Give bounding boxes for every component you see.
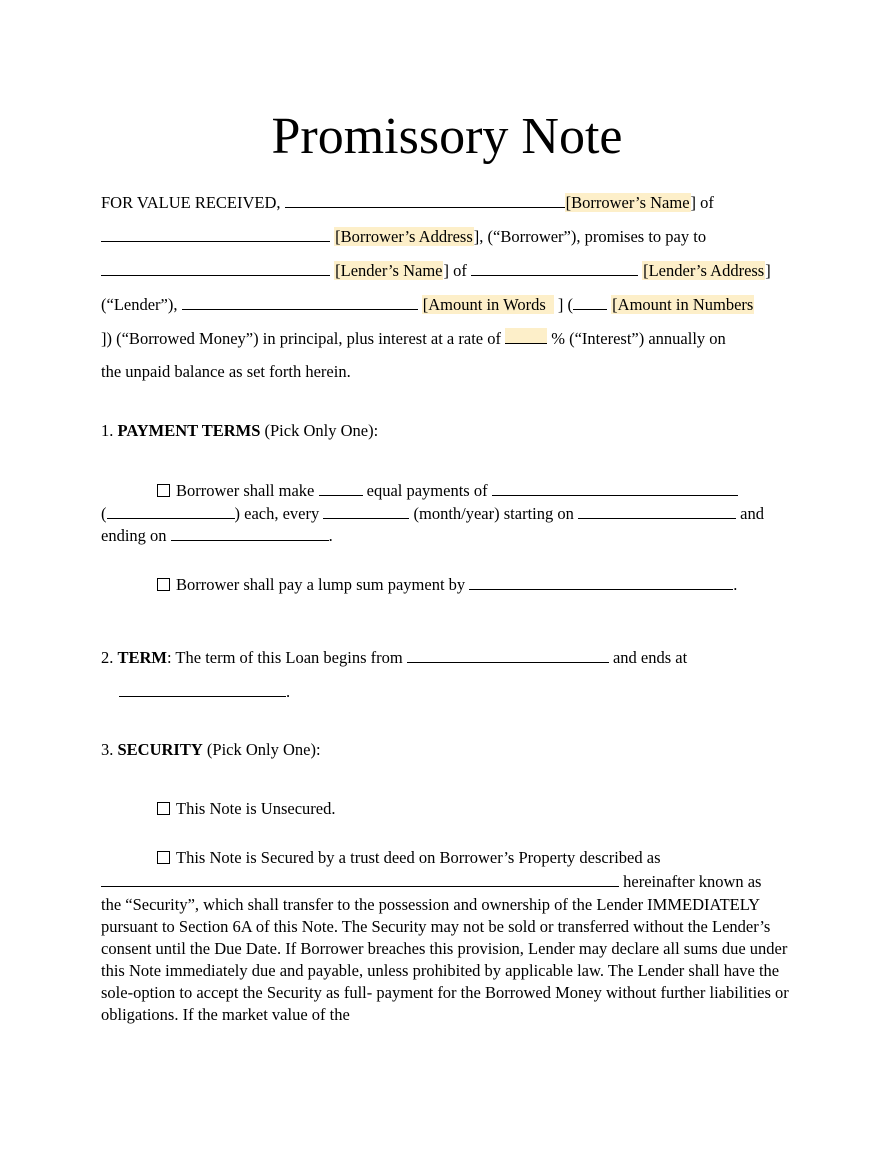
security-option-1	[157, 799, 335, 819]
payment-count-blank[interactable]	[319, 480, 363, 496]
section-1-heading	[101, 421, 378, 441]
lender-address-field[interactable]: [Lender’s Address	[643, 261, 765, 280]
amount-numbers-field[interactable]: [Amount in Numbers	[612, 295, 754, 314]
option-text: Borrower shall pay a lump sum payment by	[176, 575, 466, 594]
payment-option-2	[157, 574, 737, 595]
intro-line-3	[101, 260, 771, 281]
bracket-text: ] (	[557, 295, 574, 314]
intro-line-4	[101, 294, 754, 315]
payment-option-1-line-1	[157, 480, 738, 501]
interest-text: % (“Interest”) annually on	[551, 329, 726, 348]
for-value-received-text: FOR VALUE RECEIVED,	[101, 193, 281, 212]
amount-words-field[interactable]: [Amount in Words	[422, 295, 554, 314]
section-title: TERM	[117, 648, 167, 667]
section-2-line-2	[119, 681, 290, 702]
section-title: PAYMENT TERMS	[117, 421, 261, 440]
option-text: ending on	[101, 526, 167, 545]
borrowed-money-text: ]) (“Borrowed Money”) in principal, plus interest at a rate of	[101, 329, 501, 348]
payment-equal-checkbox[interactable]	[157, 484, 170, 497]
option-text: (month/year) starting on	[413, 504, 574, 523]
payment-amount-blank[interactable]	[492, 480, 738, 496]
intro-line-5	[101, 328, 726, 349]
borrower-address-blank[interactable]	[101, 226, 330, 242]
borrower-role-text: ], (“Borrower”), promises to pay to	[473, 227, 707, 246]
amount-blank[interactable]	[182, 294, 418, 310]
borrower-address-field[interactable]: [Borrower’s Address	[335, 227, 473, 246]
section-title: SECURITY	[117, 740, 203, 759]
payment-lump-sum-checkbox[interactable]	[157, 578, 170, 591]
option-text: equal payments of	[366, 481, 488, 500]
end-date-blank[interactable]	[171, 525, 329, 541]
payment-option-1-line-2	[101, 503, 764, 524]
bracket-text: ]	[765, 261, 771, 280]
section-3-heading	[101, 740, 321, 760]
lender-name-field[interactable]: [Lender’s Name	[335, 261, 443, 280]
start-date-blank[interactable]	[578, 503, 736, 519]
section-note: (Pick Only One):	[264, 421, 379, 440]
term-start-blank[interactable]	[407, 647, 609, 663]
option-text: ) each, every	[234, 504, 320, 523]
borrower-name-blank[interactable]	[285, 192, 565, 208]
period-text: .	[286, 682, 291, 701]
period-text: .	[733, 575, 738, 594]
section-2-line-1	[101, 647, 687, 668]
lender-role-text: (“Lender”),	[101, 295, 178, 314]
option-text: and	[740, 504, 764, 523]
term-text: and ends at	[612, 648, 688, 667]
security-description-line	[101, 871, 761, 892]
section-number: 3.	[101, 740, 114, 759]
paren-text: (	[101, 504, 107, 523]
period-text: .	[328, 526, 333, 545]
section-number: 1.	[101, 421, 114, 440]
intro-line-1	[101, 192, 714, 213]
lump-sum-date-blank[interactable]	[469, 574, 733, 590]
intro-line-6: the unpaid balance as set forth herein.	[101, 362, 351, 381]
of-text: ] of	[690, 193, 714, 212]
interest-rate-blank[interactable]	[505, 328, 547, 344]
section-note: (Pick Only One):	[206, 740, 321, 759]
borrower-name-field[interactable]: [Borrower’s Name	[565, 193, 690, 212]
security-body-paragraph: the “Security”, which shall transfer to the possession and ownership of the Lender IMMEDIATELY pursuant to Section 6A of this Note. The Security may not be sold or transferred without the Lender’s consent until the Due Date. If Borrower breaches this provision, Lender may declare all sums due under this Note immediately due and payable, unless prohibited by applicable law. The Lender shall have the sole-option to accept the Security as full- payment for the Borrowed Money without further liabilities or obligations. If the market value of the	[101, 895, 789, 1024]
option-text: Borrower shall make	[176, 481, 315, 500]
security-option-2	[157, 848, 661, 868]
document-title: Promissory Note	[271, 108, 623, 165]
option-text: hereinafter known as	[623, 872, 762, 891]
section-number: 2.	[101, 648, 114, 667]
option-text: This Note is Secured by a trust deed on Borrower’s Property described as	[176, 848, 661, 867]
amount-numbers-blank[interactable]	[573, 294, 607, 310]
of-text: ] of	[443, 261, 467, 280]
term-text: : The term of this Loan begins from	[167, 648, 403, 667]
option-text: This Note is Unsecured.	[176, 799, 336, 818]
payment-frequency-blank[interactable]	[323, 503, 409, 519]
term-end-blank[interactable]	[119, 681, 286, 697]
property-description-blank[interactable]	[101, 871, 619, 887]
payment-option-1-line-3	[101, 525, 333, 546]
lender-address-blank[interactable]	[471, 260, 638, 276]
lender-name-blank[interactable]	[101, 260, 330, 276]
payment-amount-numbers-blank[interactable]	[107, 503, 235, 519]
intro-line-2	[101, 226, 706, 247]
secured-checkbox[interactable]	[157, 851, 170, 864]
unsecured-checkbox[interactable]	[157, 802, 170, 815]
